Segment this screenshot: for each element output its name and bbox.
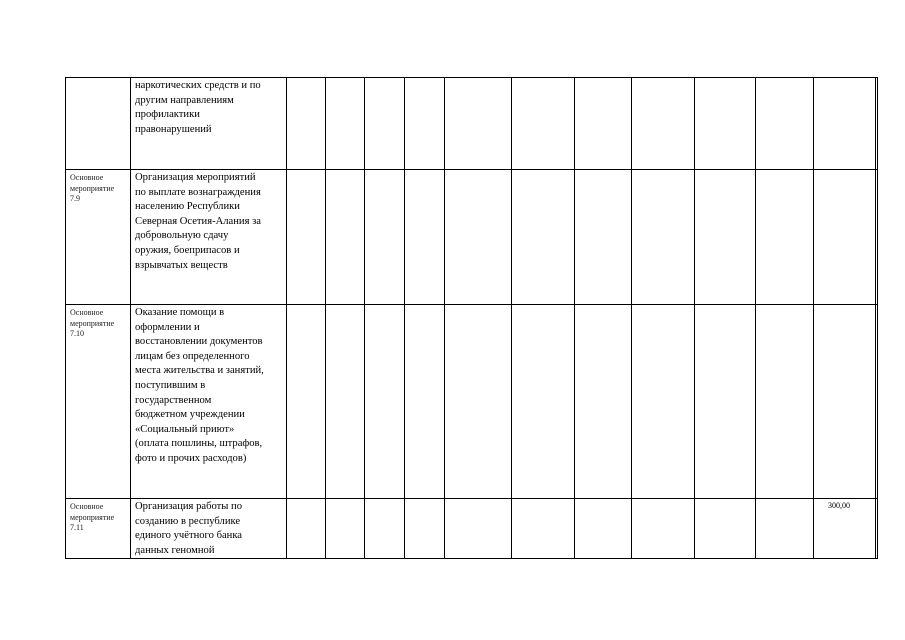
measure-description-line: государственном [135, 394, 212, 406]
value-cell [756, 78, 814, 170]
table-row [66, 305, 878, 499]
value-cell [814, 305, 876, 499]
value-cell [756, 499, 814, 559]
value-cell [695, 305, 756, 499]
measure-description-line: (оплата пошлины, штрафов, [135, 438, 263, 450]
value-cell [512, 499, 575, 559]
measure-description-cell [131, 499, 287, 559]
measure-label-line: 7.10 [70, 329, 84, 338]
measure-label-cell [66, 170, 131, 305]
measure-label-line: мероприятие [70, 183, 115, 193]
measure-description-line: по выплате вознаграждения [135, 186, 261, 198]
measure-label-line: Основное [70, 308, 104, 317]
value-cell [632, 170, 695, 305]
measure-label-line: Основное [70, 173, 104, 182]
value-cell [512, 78, 575, 170]
measure-description-line: оформлении и [135, 321, 200, 333]
value-cell [326, 499, 365, 559]
program-measures-table [65, 77, 878, 559]
value-cell [632, 78, 695, 170]
value-cell [632, 499, 695, 559]
measure-description-line: созданию в республике [135, 515, 241, 527]
table-row [66, 170, 878, 305]
measure-description-line: Организация работы по [135, 501, 242, 512]
measure-description-line: «Социальный приют» [135, 423, 235, 435]
value-cell [405, 499, 445, 559]
measure-label-cell [66, 305, 131, 499]
measure-description-line: поступившим в [135, 379, 206, 391]
value-cell [876, 305, 878, 499]
measure-description-line: Северная Осетия-Алания за [135, 215, 261, 227]
value-cell [365, 78, 405, 170]
table-row [66, 499, 878, 559]
value-cell [876, 78, 878, 170]
measure-label-cell [66, 499, 131, 559]
value-cell [695, 78, 756, 170]
value-cell [695, 499, 756, 559]
measure-description-line: единого учётного банка [135, 530, 243, 542]
value-cell [405, 78, 445, 170]
measure-description-line: взрывчатых веществ [135, 259, 228, 271]
value-cell [365, 305, 405, 499]
measure-description-line: наркотических средств и по [135, 80, 261, 91]
measure-description-line: правонарушений [135, 123, 212, 135]
table-body [66, 78, 878, 559]
value-cell [287, 78, 326, 170]
value-cell [632, 305, 695, 499]
value-cell: 300,00 [814, 499, 876, 559]
value-cell [326, 78, 365, 170]
table-row [66, 78, 878, 170]
measure-description-line: бюджетном учреждении [135, 409, 245, 421]
measure-description-cell [131, 170, 287, 305]
value-cell [445, 499, 512, 559]
value-cell [365, 499, 405, 559]
measure-description-line: Оказание помощи в [135, 307, 225, 318]
measure-description-line: другим направлениям [135, 94, 234, 106]
value-cell [405, 170, 445, 305]
value-cell [326, 170, 365, 305]
value-cell [405, 305, 445, 499]
measure-description-cell [131, 78, 287, 170]
value-cell [876, 499, 878, 559]
value-cell [512, 305, 575, 499]
measure-description-line: добровольную сдачу [135, 230, 229, 242]
value-cell [876, 170, 878, 305]
measure-description-line: восстановлении документов [135, 336, 263, 348]
measure-description-cell [131, 305, 287, 499]
value-cell [287, 499, 326, 559]
measure-label-line: мероприятие [70, 512, 115, 522]
measure-label-line: 7.9 [70, 194, 80, 203]
measure-description-line: места жительства и занятий, [135, 365, 264, 377]
measure-description-line: лицам без определенного [135, 350, 250, 362]
value-cell [814, 170, 876, 305]
measure-description-line: профилактики [135, 109, 200, 121]
measure-description-line: данных геномной [135, 544, 215, 556]
value-cell [445, 78, 512, 170]
value-cell [445, 170, 512, 305]
value-cell [575, 499, 632, 559]
value-cell [287, 305, 326, 499]
value-cell [287, 170, 326, 305]
measure-description-line: оружия, боеприпасов и [135, 244, 240, 256]
value-cell [512, 170, 575, 305]
value-cell [445, 305, 512, 499]
measure-label-line: Основное [70, 502, 104, 511]
value-cell [326, 305, 365, 499]
value-cell [695, 170, 756, 305]
value-cell [756, 170, 814, 305]
value-cell [575, 78, 632, 170]
value-cell [575, 170, 632, 305]
measure-description-line: Организация мероприятий [135, 172, 256, 183]
measure-label-line: 7.11 [70, 523, 84, 532]
measure-description-line: населению Республики [135, 201, 240, 213]
measure-label-line: мероприятие [70, 318, 115, 328]
value-cell [814, 78, 876, 170]
measure-label-cell [66, 78, 131, 170]
value-cell [365, 170, 405, 305]
measure-description-line: фото и прочих расходов) [135, 452, 247, 464]
value-cell [756, 305, 814, 499]
value-cell [575, 305, 632, 499]
